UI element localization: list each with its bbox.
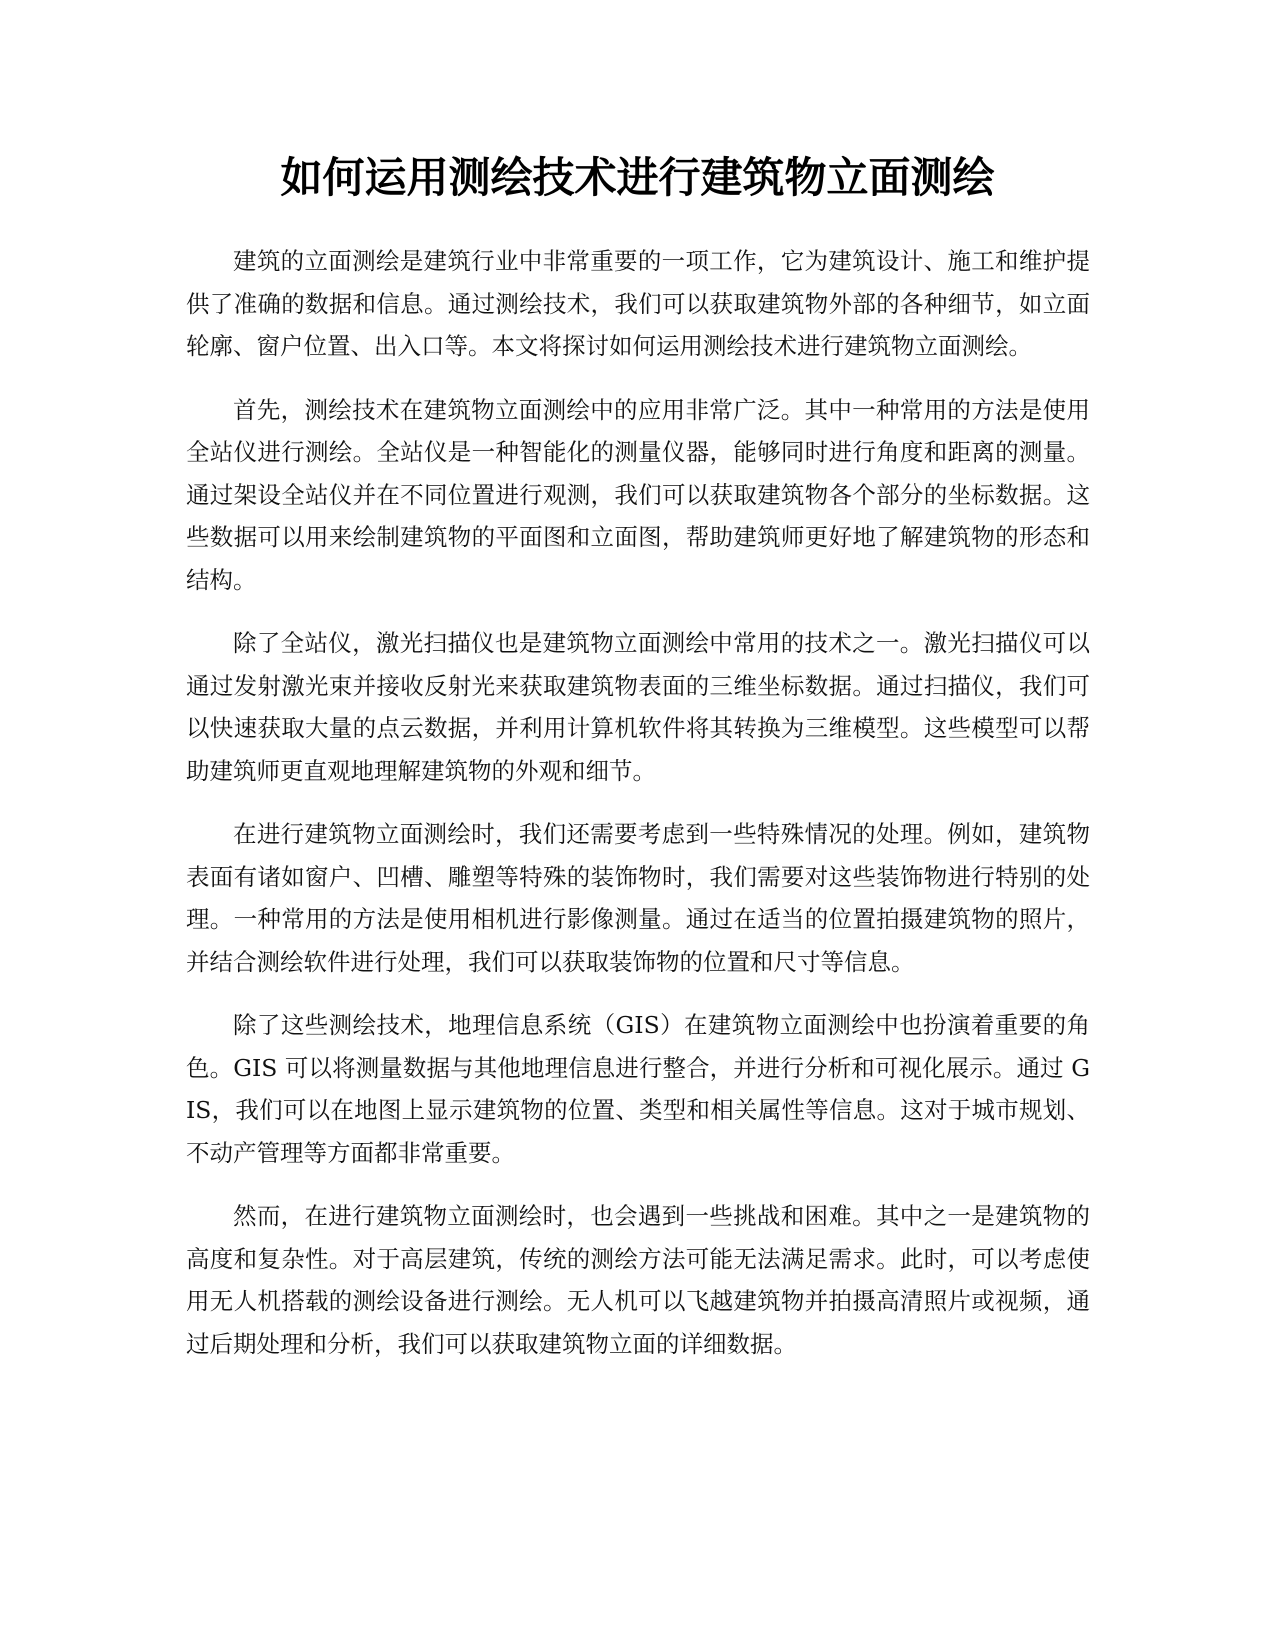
paragraph-4: 在进行建筑物立面测绘时，我们还需要考虑到一些特殊情况的处理。例如，建筑物表面有诸如窗户、凹槽、雕塑等特殊的装饰物时，我们需要对这些装饰物进行特别的处理。一种常用的方法是使用相机进行影像测量。通过在适当的位置拍摄建筑物的照片，并结合测绘软件进行处理，我们可以获取装饰物的位置和尺寸等信息。	[186, 820, 1090, 976]
document-body	[186, 240, 1090, 1386]
paragraph-2: 首先，测绘技术在建筑物立面测绘中的应用非常广泛。其中一种常用的方法是使用全站仪进行测绘。全站仪是一种智能化的测量仪器，能够同时进行角度和距离的测量。通过架设全站仪并在不同位置进行观测，我们可以获取建筑物各个部分的坐标数据。这些数据可以用来绘制建筑物的平面图和立面图，帮助建筑师更好地了解建筑物的形态和结构。	[186, 395, 1090, 594]
paragraph-1: 建筑的立面测绘是建筑行业中非常重要的一项工作，它为建筑设计、施工和维护提供了准确的数据和信息。通过测绘技术，我们可以获取建筑物外部的各种细节，如立面轮廓、窗户位置、出入口等。本文将探讨如何运用测绘技术进行建筑物立面测绘。	[186, 247, 1090, 360]
paragraph-6: 然而，在进行建筑物立面测绘时，也会遇到一些挑战和困难。其中之一是建筑物的高度和复杂性。对于高层建筑，传统的测绘方法可能无法满足需求。此时，可以考虑使用无人机搭载的测绘设备进行测绘。无人机可以飞越建筑物并拍摄高清照片或视频，通过后期处理和分析，我们可以获取建筑物立面的详细数据。	[186, 1202, 1090, 1358]
document-title: 如何运用测绘技术进行建筑物立面测绘	[280, 153, 995, 202]
paragraph-3: 除了全站仪，激光扫描仪也是建筑物立面测绘中常用的技术之一。激光扫描仪可以通过发射激光束并接收反射光来获取建筑物表面的三维坐标数据。通过扫描仪，我们可以快速获取大量的点云数据，并利用计算机软件将其转换为三维模型。这些模型可以帮助建筑师更直观地理解建筑物的外观和细节。	[186, 629, 1090, 785]
paragraph-5: 除了这些测绘技术，地理信息系统（GIS）在建筑物立面测绘中也扮演着重要的角色。GIS 可以将测量数据与其他地理信息进行整合，并进行分析和可视化展示。通过 GIS，我们可以在地图上显示建筑物的位置、类型和相关属性等信息。这对于城市规划、不动产管理等方面都非常重要。	[186, 1011, 1090, 1167]
